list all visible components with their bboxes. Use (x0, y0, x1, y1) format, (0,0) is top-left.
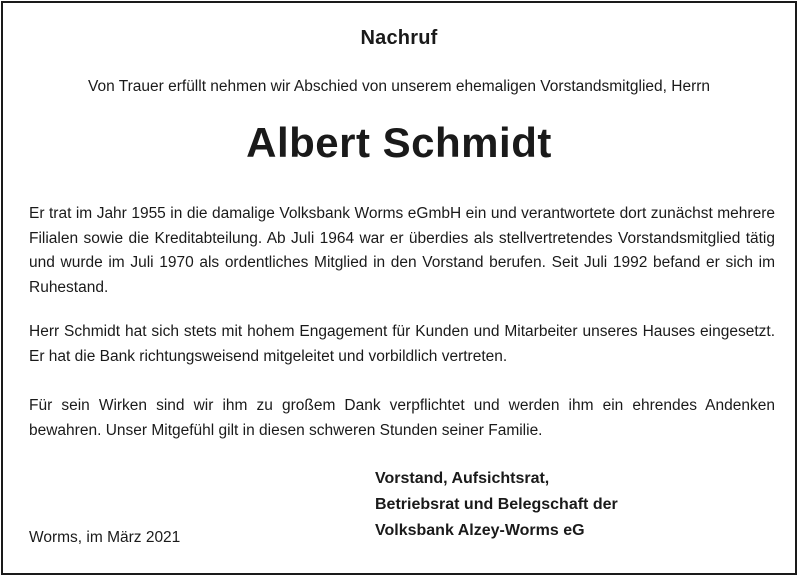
career-paragraph: Er trat im Jahr 1955 in die damalige Volksbank Worms eGmbH ein und verantwortete dort zunächst mehrere Filialen sowie die Kreditabteilung. Ab Juli 1964 war er überdies als stellvertretendes Vorstandsmitglied tätig und wurde im Juli 1970 als ordentliches Mitglied in den Vorstand berufen. Seit Juli 1992 befand er sich im Ruhestand. (29, 205, 775, 296)
signatory-line: Vorstand, Aufsichtsrat, (375, 470, 550, 487)
signatories-block (375, 466, 618, 544)
engagement-paragraph: Herr Schmidt hat sich stets mit hohem Engagement für Kunden und Mitarbeiter unseres Hauses eingesetzt. Er hat die Bank richtungsweisend mitgeleitet und vorbildlich vertreten. (29, 323, 775, 365)
intro-line: Von Trauer erfüllt nehmen wir Abschied von unserem ehemaligen Vorstandsmitglied, Herrn (87, 78, 711, 95)
deceased-name: Albert Schmidt (246, 119, 552, 166)
notice-heading: Nachruf (360, 27, 438, 49)
signatory-line: Betriebsrat und Belegschaft der (375, 496, 618, 513)
place-date: Worms, im März 2021 (29, 529, 181, 546)
obituary-notice (1, 1, 797, 575)
signatory-line: Volksbank Alzey-Worms eG (375, 522, 585, 539)
gratitude-paragraph: Für sein Wirken sind wir ihm zu großem Dank verpflichtet und werden ihm ein ehrendes Andenken bewahren. Unser Mitgefühl gilt in diesen schweren Stunden seiner Familie. (29, 397, 775, 439)
